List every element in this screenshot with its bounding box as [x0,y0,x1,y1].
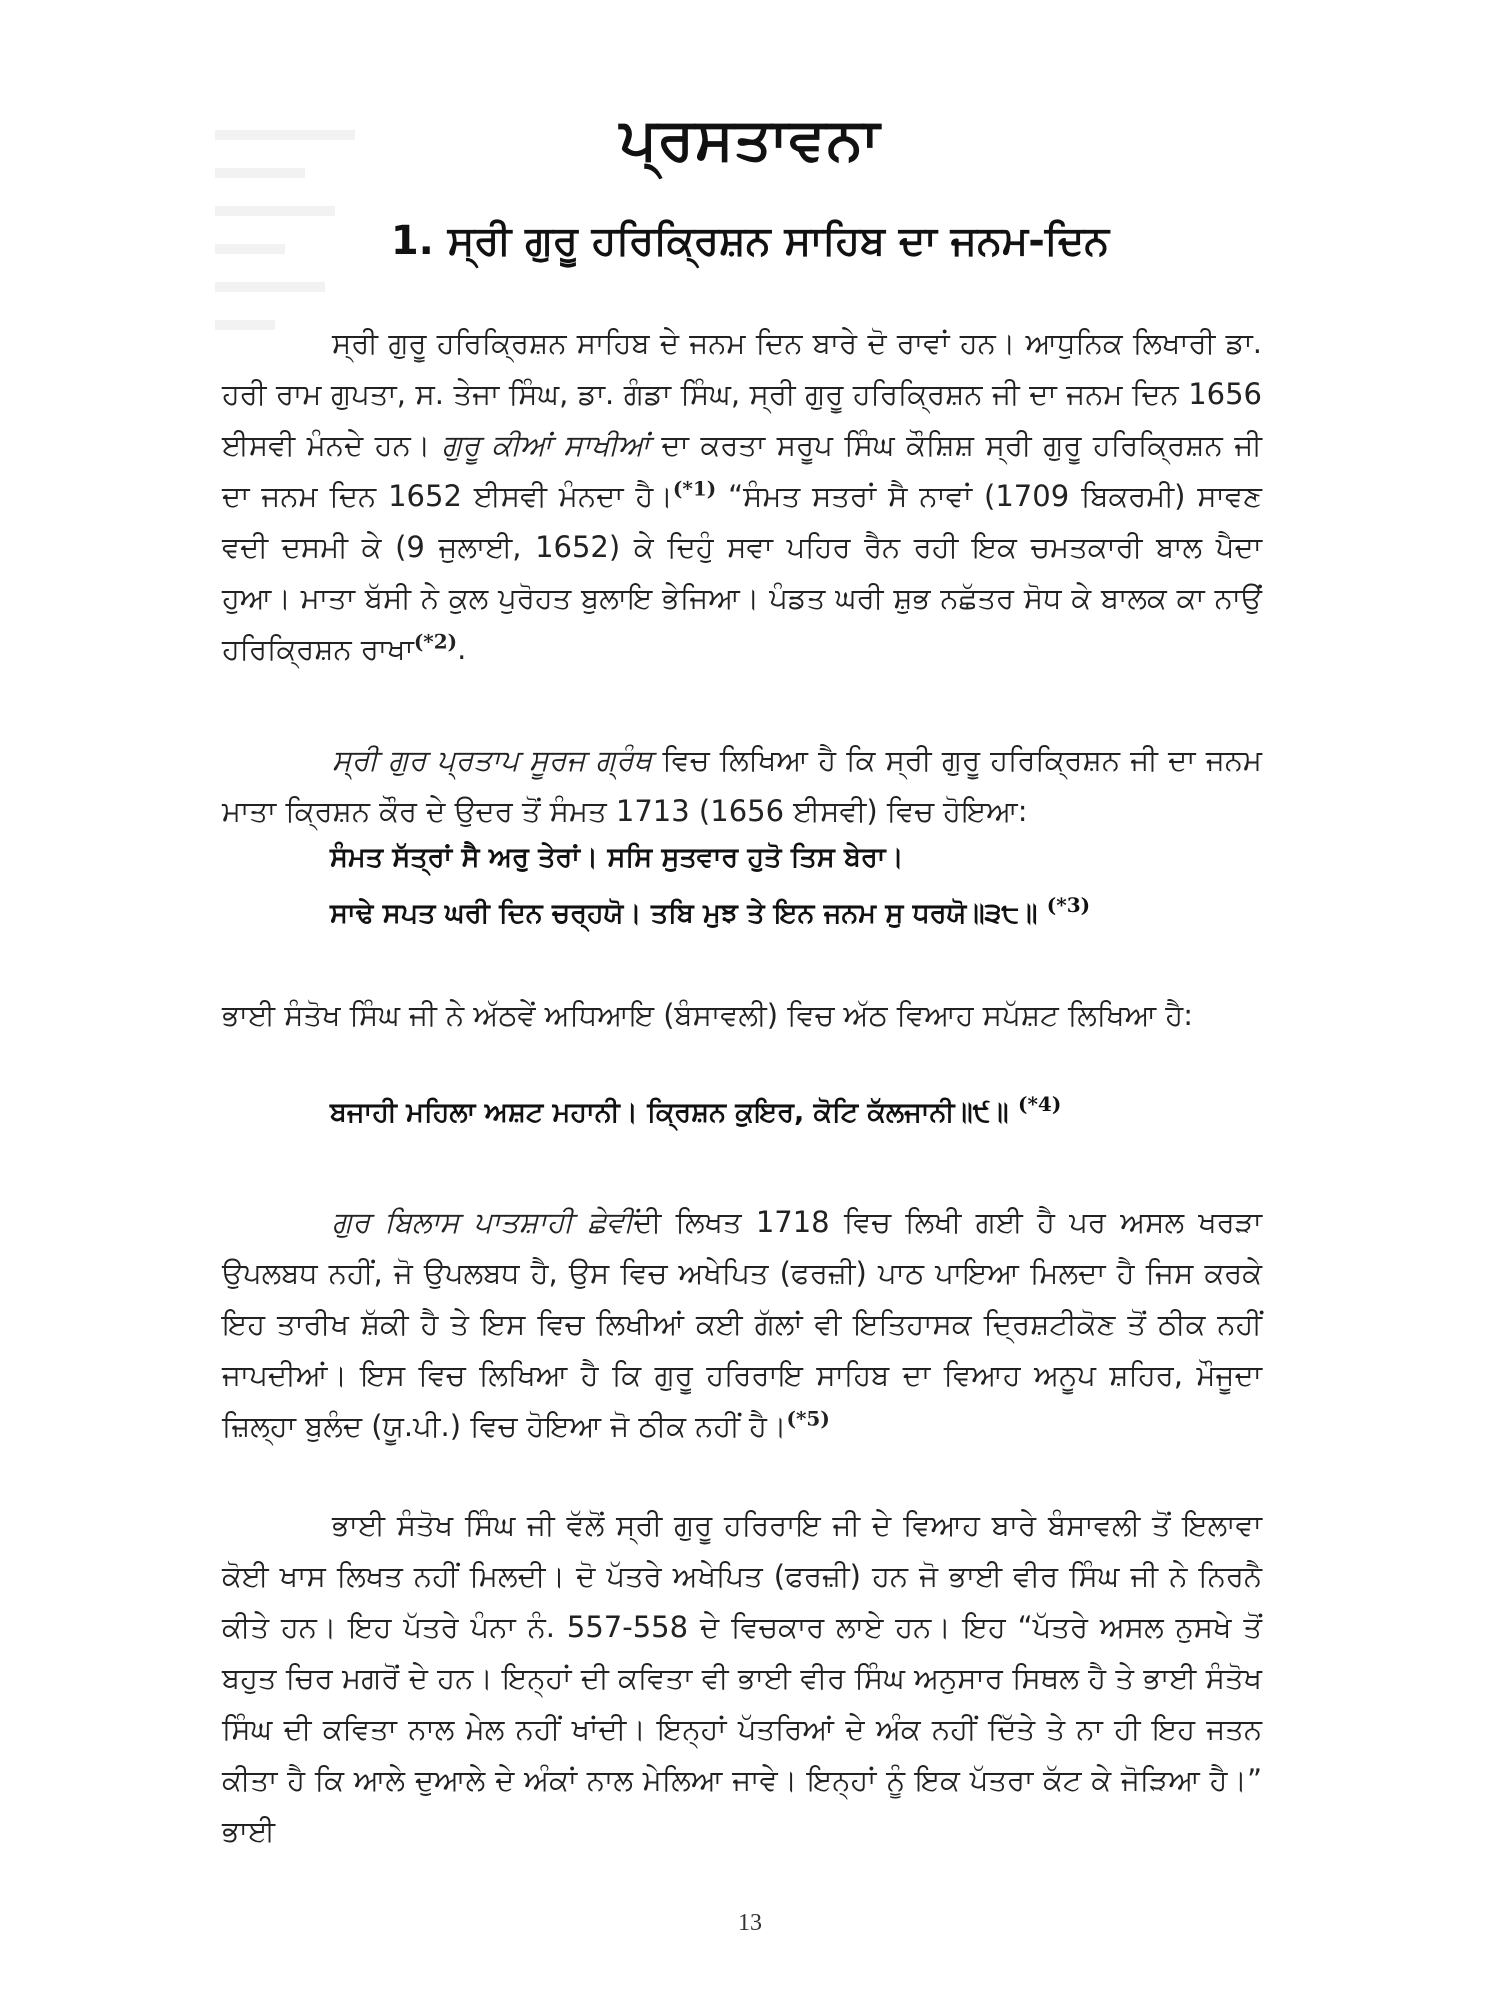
paragraph-4 [222,1197,1262,1452]
verse-line-text: ਬਜਾਹੀ ਮਹਿਲਾ ਅਸ਼ਟ ਮਹਾਨੀ। ਕ੍ਰਿਸ਼ਨ ਕੁਇਰ, ਕੋਟਿ ਕੱਲਜਾਨੀ॥੯॥ [330,1097,1009,1128]
page-title: ਪ੍ਰਸਤਾਵਨਾ [619,105,881,173]
book-title-italic: ਸ੍ਰੀ ਗੁਰ ਪ੍ਰਤਾਪ ਸੂਰਜ ਗ੍ਰੰਥ [332,743,653,777]
verse-line-with-ref [330,886,1290,942]
footnote-ref-3: (*3) [1046,893,1091,917]
footnote-ref-2: (*2) [413,629,458,654]
paragraph-4-text: ਦੀ ਲਿਖਤ 1718 ਵਿਚ ਲਿਖੀ ਗਈ ਹੈ ਪਰ ਅਸਲ ਖਰੜਾ ਉਪਲਬਧ ਨਹੀਂ, ਜੋ ਉਪਲਬਧ ਹੈ, ਉਸ ਵਿਚ ਅਖੇਪਿਤ (ਫਰਜ਼ੀ) ਪਾਠ ਪਾਇਆ ਮਿਲਦਾ ਹੈ ਜਿਸ ਕਰਕੇ ਇਹ ਤਾਰੀਖ ਸ਼ੱਕੀ ਹੈ ਤੇ ਇਸ ਵਿਚ ਲਿਖੀਆਂ ਕਈ ਗੱਲਾਂ ਵੀ ਇਤਿਹਾਸਕ ਦ੍ਰਿਸ਼ਟੀਕੋਣ ਤੋਂ ਠੀਕ ਨਹੀਂ ਜਾਪਦੀਆਂ। ਇਸ ਵਿਚ ਲਿਖਿਆ ਹੈ ਕਿ ਗੁਰੂ ਹਰਿਰਾਇ ਸਾਹਿਬ ਦਾ ਵਿਆਹ ਅਨੂਪ ਸ਼ਹਿਰ, ਮੌਜੂਦਾ ਜ਼ਿਲ੍ਹਾ ਬੁਲੰਦ (ਯੂ.ਪੀ.) ਵਿਚ ਹੋਇਆ ਜੋ ਠੀਕ ਨਹੀਂ ਹੈ। [222,1205,1262,1443]
paragraph-3: ਭਾਈ ਸੰਤੋਖ ਸਿੰਘ ਜੀ ਨੇ ਅੱਠਵੇਂ ਅਧਿਆਇ (ਬੰਸਾਵਲੀ) ਵਿਚ ਅੱਠ ਵਿਆਹ ਸਪੱਸ਼ਟ ਲਿਖਿਆ ਹੈ: [222,998,1193,1032]
paragraph-2 [222,735,1262,837]
page-number: 13 [738,1910,762,1936]
verse-block-1 [330,830,1290,942]
verse-block-2 [330,1085,1290,1141]
footnote-ref-4: (*4) [1018,1092,1062,1116]
book-title-italic: ਗੁਰੂ ਕੀਆਂ ਸਾਖੀਆਂ [441,428,650,462]
verse-line-with-ref [330,1085,1290,1141]
footnote-ref-1: (*1) [672,476,717,501]
paragraph-1-text-b: ਦਾ ਕਰਤਾ ਸਰੂਪ ਸਿੰਘ ਕੌਸ਼ਿਸ਼ ਸ੍ਰੀ ਗੁਰੂ ਹਰਿਕ੍ਰਿਸ਼ਨ ਜੀ ਦਾ ਜਨਮ ਦਿਨ 1652 ਈਸਵੀ ਮੰਨਦਾ ਹੈ। [222,428,1262,513]
paragraph-1-quote: “ਸੰਮਤ ਸਤਰਾਂ ਸੈ ਨਾਵਾਂ (1709 ਬਿਕਰਮੀ) ਸਾਵਣ ਵਦੀ ਦਸਮੀ ਕੇ (9 ਜੁਲਾਈ, 1652) ਕੇ ਦਿਹੁੰ ਸਵਾ ਪਹਿਰ ਰੈਨ ਰਹੀ ਇਕ ਚਮਤਕਾਰੀ ਬਾਲ ਪੈਦਾ ਹੁਆ। ਮਾਤਾ ਬੱਸੀ ਨੇ ਕੁਲ ਪੁਰੋਹਤ ਬੁਲਾਇ ਭੇਜਿਆ। ਪੰਡਤ ਘਰੀ ਸ਼ੁਭ ਨਛੱਤਰ ਸੋਧ ਕੇ ਬਾਲਕ ਕਾ ਨਾਉਂ ਹਰਿਕ੍ਰਿਸ਼ਨ ਰਾਖਾ [222,479,1262,666]
paragraph-1-end: . [457,632,467,666]
paragraph-2-text: ਵਿਚ ਲਿਖਿਆ ਹੈ ਕਿ ਸ੍ਰੀ ਗੁਰੂ ਹਰਿਕ੍ਰਿਸ਼ਨ ਜੀ ਦਾ ਜਨਮ ਮਾਤਾ ਕ੍ਰਿਸ਼ਨ ਕੌਰ ਦੇ ਉਦਰ ਤੋਂ ਸੰਮਤ 1713 (1656 ਈਸਵੀ) ਵਿਚ ਹੋਇਆ: [222,743,1262,828]
footnote-ref-5: (*5) [786,1406,830,1431]
verse-line: ਸੰਮਤ ਸੱਤ੍ਰਾਂ ਸੈ ਅਰੁ ਤੇਰਾਂ। ਸਸਿ ਸੁਤਵਾਰ ਹੁਤੋ ਤਿਸ ਬੇਰਾ। [330,842,904,873]
paragraph-1-text-a: ਸ੍ਰੀ ਗੁਰੂ ਹਰਿਕ੍ਰਿਸ਼ਨ ਸਾਹਿਬ ਦੇ ਜਨਮ ਦਿਨ ਬਾਰੇ ਦੋ ਰਾਵਾਂ ਹਨ। ਆਧੁਨਿਕ ਲਿਖਾਰੀ ਡਾ. ਹਰੀ ਰਾਮ ਗੁਪਤਾ, ਸ. ਤੇਜਾ ਸਿੰਘ, ਡਾ. ਗੰਡਾ ਸਿੰਘ, ਸ੍ਰੀ ਗੁਰੂ ਹਰਿਕ੍ਰਿਸ਼ਨ ਜੀ ਦਾ ਜਨਮ ਦਿਨ 1656 ਈਸਵੀ ਮੰਨਦੇ ਹਨ। [222,326,1262,462]
chapter-heading: 1. ਸ੍ਰੀ ਗੁਰੂ ਹਰਿਕ੍ਰਿਸ਼ਨ ਸਾਹਿਬ ਦਾ ਜਨਮ-ਦਿਨ [390,218,1110,264]
paragraph-1 [222,318,1262,675]
verse-line-text: ਸਾਢੇ ਸਪਤ ਘਰੀ ਦਿਨ ਚਰ੍ਹਯੋ। ਤਬਿ ਮੁਝ ਤੇ ਇਨ ਜਨਮ ਸੁ ਧਰਯੋ॥੩੮॥ [330,898,1038,929]
book-title-italic: ਗੁਰ ਬਿਲਾਸ ਪਾਤਸ਼ਾਹੀ ਛੇਵੀਂ [332,1205,634,1239]
paragraph-5: ਭਾਈ ਸੰਤੋਖ ਸਿੰਘ ਜੀ ਵੱਲੋਂ ਸ੍ਰੀ ਗੁਰੂ ਹਰਿਰਾਇ ਜੀ ਦੇ ਵਿਆਹ ਬਾਰੇ ਬੰਸਾਵਲੀ ਤੋਂ ਇਲਾਵਾ ਕੋਈ ਖਾਸ ਲਿਖਤ ਨਹੀਂ ਮਿਲਦੀ। ਦੋ ਪੱਤਰੇ ਅਖੇਪਿਤ (ਫਰਜ਼ੀ) ਹਨ ਜੋ ਭਾਈ ਵੀਰ ਸਿੰਘ ਜੀ ਨੇ ਨਿਰਨੈ ਕੀਤੇ ਹਨ। ਇਹ ਪੱਤਰੇ ਪੰਨਾ ਨੰ. 557-558 ਦੇ ਵਿਚਕਾਰ ਲਾਏ ਹਨ। ਇਹ “ਪੱਤਰੇ ਅਸਲ ਨੁਸਖੇ ਤੋਂ ਬਹੁਤ ਚਿਰ ਮਗਰੋਂ ਦੇ ਹਨ। ਇਨ੍ਹਾਂ ਦੀ ਕਵਿਤਾ ਵੀ ਭਾਈ ਵੀਰ ਸਿੰਘ ਅਨੁਸਾਰ ਸਿਥਲ ਹੈ ਤੇ ਭਾਈ ਸੰਤੋਖ ਸਿੰਘ ਦੀ ਕਵਿਤਾ ਨਾਲ ਮੇਲ ਨਹੀਂ ਖਾਂਦੀ। ਇਨ੍ਹਾਂ ਪੱਤਰਿਆਂ ਦੇ ਅੰਕ ਨਹੀਂ ਦਿੱਤੇ ਤੇ ਨਾ ਹੀ ਇਹ ਜਤਨ ਕੀਤਾ ਹੈ ਕਿ ਆਲੇ ਦੁਆਲੇ ਦੇ ਅੰਕਾਂ ਨਾਲ ਮੇਲਿਆ ਜਾਵੇ। ਇਨ੍ਹਾਂ ਨੂੰ ਇਕ ਪੱਤਰਾ ਕੱਟ ਕੇ ਜੋੜਿਆ ਹੈ।” ਭਾਈ [222,1508,1262,1848]
